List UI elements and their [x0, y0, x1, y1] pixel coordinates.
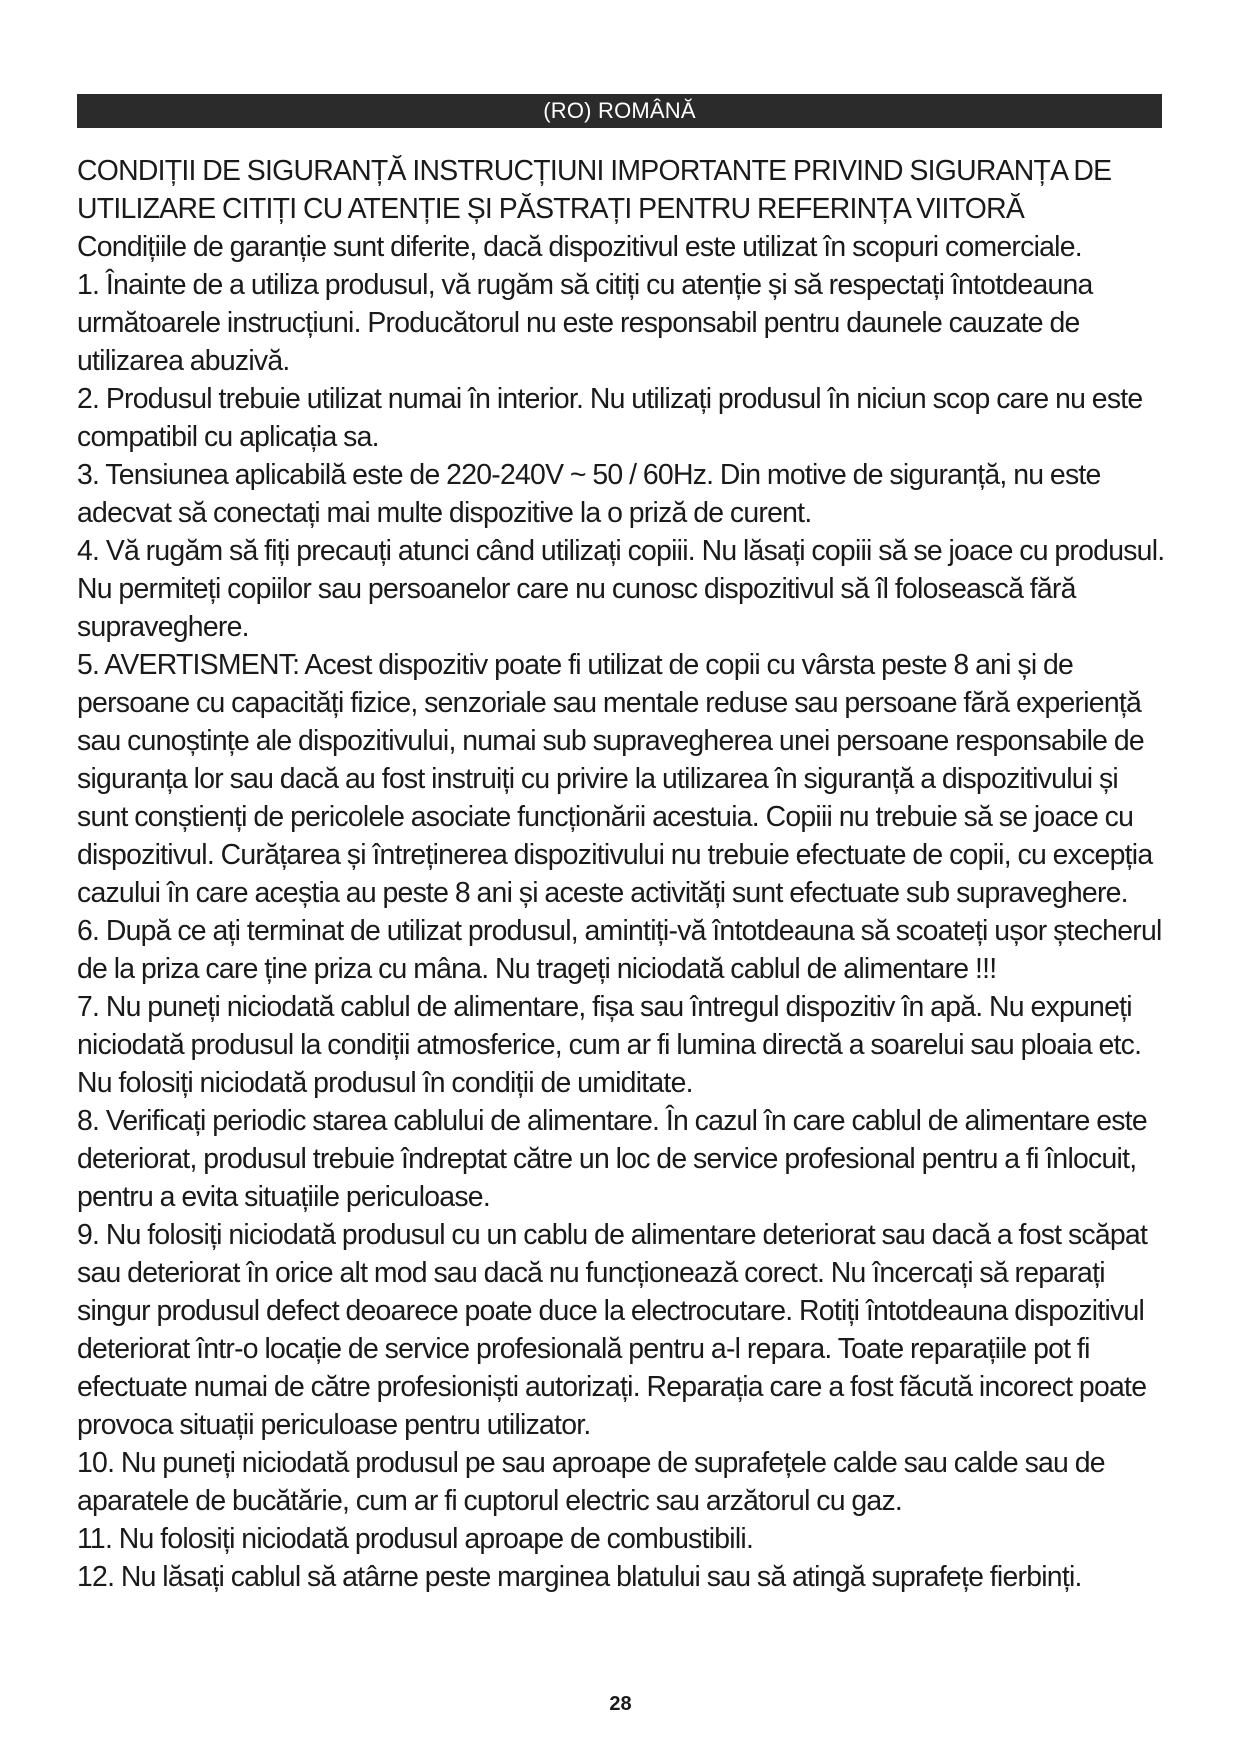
instruction-item-6: 6. După ce ați terminat de utilizat produsul, amintiți-vă întotdeauna să scoateți ușor ștecherul de la priza care ține priza cu mâna. Nu trageți niciodată cablul de alimentare !!! [77, 915, 1162, 985]
instruction-item-1: 1. Înainte de a utiliza produsul, vă rugăm să citiți cu atenție și să respectați întotdeauna următoarele instrucțiuni. Producătorul nu este responsabil pentru daunele cauzate de utilizarea abuzivă. [77, 269, 1093, 377]
instruction-item-2: 2. Produsul trebuie utilizat numai în interior. Nu utilizați produsul în niciun scop care nu este compatibil cu aplicația sa. [77, 383, 1143, 453]
instruction-item-12: 12. Nu lăsați cablul să atârne peste marginea blatului sau să atingă suprafețe fierbinți. [77, 1561, 1082, 1593]
instruction-item-7: 7. Nu puneți niciodată cablul de alimentare, fișa sau întregul dispozitiv în apă. Nu expuneți niciodată produsul la condiții atmosferice, cum ar fi lumina directă a soarelui sau ploaia etc. Nu folosiți niciodată produsul în condiții de umiditate. [77, 991, 1142, 1099]
page-number: 28 [609, 1693, 632, 1715]
instruction-item-9: 9. Nu folosiți niciodată produsul cu un cablu de alimentare deteriorat sau dacă a fost scăpat sau deteriorat în orice alt mod sau dacă nu funcționează corect. Nu încercați să reparați singur produsul defect deoarece poate duce la electrocutare. Rotiți întotdeauna dispozitivul deteriorat într-o locație de service profesională pentru a-l repara. Toate reparațiile pot fi efectuate numai de către profesioniști autorizați. Reparația care a fost făcută incorect poate provoca situații periculoase pentru utilizator. [77, 1219, 1148, 1441]
instruction-item-4: 4. Vă rugăm să fiți precauți atunci când utilizați copiii. Nu lăsați copiii să se joace cu produsul. Nu permiteți copiilor sau persoanelor care nu cunosc dispozitivul să îl folosească fără supraveghere. [77, 535, 1165, 643]
instruction-item-5: 5. AVERTISMENT: Acest dispozitiv poate fi utilizat de copii cu vârsta peste 8 ani și de persoane cu capacități fizice, senzoriale sau mentale reduse sau persoane fără experiență sau cunoștințe ale dispozitivului, numai sub supravegherea unei persoane responsabile de siguranța lor sau dacă au fost instruiți cu privire la utilizarea în siguranță a dispozitivului și sunt conștienți de pericolele asociate funcționării acestuia. Copiii nu trebuie să se joace cu dispozitivul. Curățarea și întreținerea dispozitivului nu trebuie efectuate de copii, cu excepția cazului în care aceștia au peste 8 ani și aceste activități sunt efectuate sub supraveghere. [77, 649, 1153, 909]
language-header-bar: (RO) ROMÂNĂ [77, 94, 1162, 128]
section-title-line-1: CONDIȚII DE SIGURANȚĂ INSTRUCȚIUNI IMPORTANTE PRIVIND SIGURANȚA DE [77, 155, 1112, 187]
instruction-item-3: 3. Tensiunea aplicabilă este de 220-240V ~ 50 / 60Hz. Din motive de siguranță, nu este adecvat să conectați mai multe dispozitive la o priză de curent. [77, 459, 1101, 529]
instruction-item-11: 11. Nu folosiți niciodată produsul aproape de combustibili. [77, 1523, 754, 1555]
instruction-item-10: 10. Nu puneți niciodată produsul pe sau aproape de suprafețele calde sau calde sau de aparatele de bucătărie, cum ar fi cuptorul electric sau arzătorul cu gaz. [77, 1447, 1105, 1517]
instruction-item-8: 8. Verificați periodic starea cablului de alimentare. În cazul în care cablul de alimentare este deteriorat, produsul trebuie îndreptat către un loc de service profesional pentru a fi înlocuit, pentru a evita situațiile periculoase. [77, 1105, 1147, 1213]
warranty-intro: Condițiile de garanție sunt diferite, dacă dispozitivul este utilizat în scopuri comerciale. [77, 231, 1082, 263]
safety-instructions-body [77, 152, 1165, 1596]
section-title-line-2: UTILIZARE CITIȚI CU ATENȚIE ȘI PĂSTRAȚI PENTRU REFERINȚA VIITORĂ [77, 193, 1025, 225]
